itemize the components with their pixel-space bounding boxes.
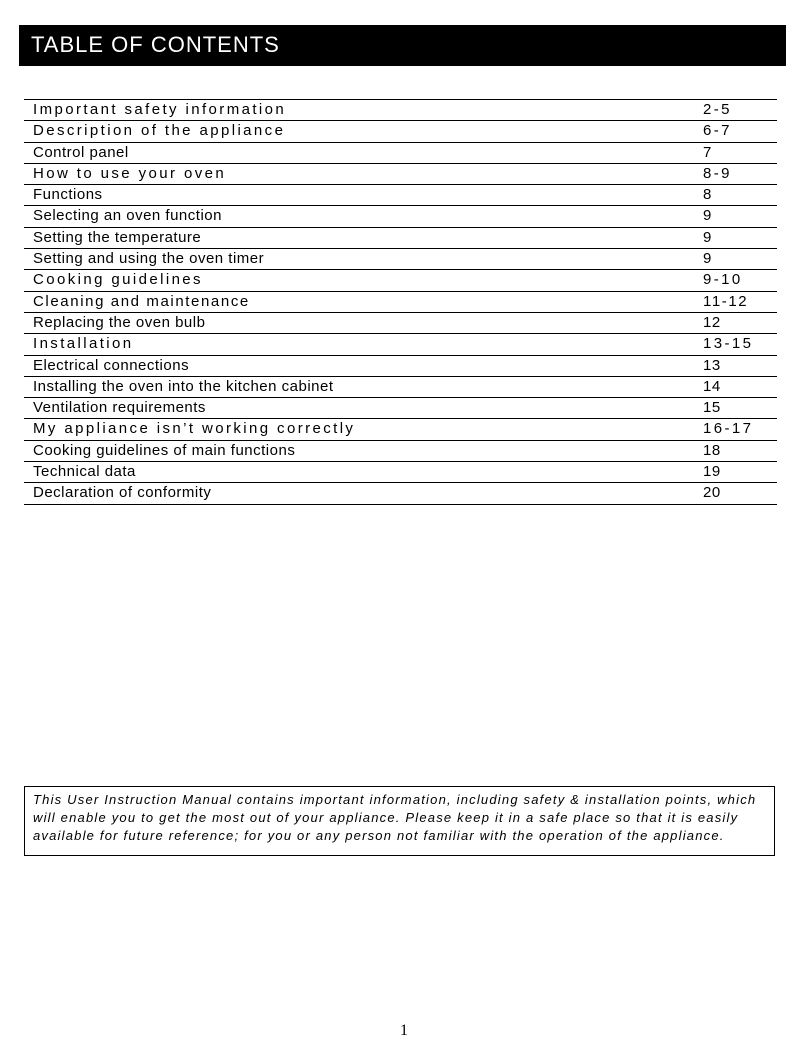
toc-entry-page: 13 — [703, 356, 721, 374]
toc-entry-page: 6-7 — [703, 122, 732, 140]
toc-entry-page: 9 — [703, 228, 712, 246]
page-number: 1 — [400, 1022, 408, 1039]
toc-entry-page: 20 — [703, 484, 721, 502]
toc-entry-title: Functions — [33, 186, 103, 204]
toc-row — [24, 441, 777, 462]
toc-entry-title: Selecting an oven function — [33, 207, 222, 225]
toc-entry-page: 11-12 — [703, 292, 749, 310]
toc-entry-title: Setting and using the oven timer — [33, 250, 265, 268]
toc-entry-title: Ventilation requirements — [33, 399, 206, 417]
toc-entry-title: Cooking guidelines — [33, 271, 203, 289]
header-bar — [19, 25, 786, 66]
toc-entry-page: 13-15 — [703, 335, 754, 353]
toc-row — [24, 185, 777, 206]
toc-entry-title: Cleaning and maintenance — [33, 292, 250, 310]
toc-row — [24, 377, 777, 398]
toc-entry-page: 16-17 — [703, 420, 754, 438]
toc-entry-title: Control panel — [33, 143, 129, 161]
toc-entry-title: Installation — [33, 335, 134, 353]
toc-row — [24, 270, 777, 291]
toc-entry-page: 9 — [703, 250, 712, 268]
toc-entry-page: 9 — [703, 207, 712, 225]
toc-row — [24, 334, 777, 355]
toc-entry-page: 12 — [703, 313, 721, 331]
toc-entry-page: 19 — [703, 463, 721, 481]
toc-row — [24, 419, 777, 440]
toc-row — [24, 100, 777, 121]
toc-row — [24, 249, 777, 270]
toc-row — [24, 483, 777, 504]
toc-row — [24, 356, 777, 377]
toc-entry-title: Installing the oven into the kitchen cabinet — [33, 377, 334, 395]
toc-entry-title: Replacing the oven bulb — [33, 313, 206, 331]
toc-entry-title: Setting the temperature — [33, 228, 202, 246]
toc-row — [24, 313, 777, 334]
toc-row — [24, 164, 777, 185]
toc-entry-page: 7 — [703, 143, 712, 161]
toc-entry-title: My appliance isn’t working correctly — [33, 420, 356, 438]
table-of-contents — [24, 99, 777, 505]
toc-entry-title: How to use your oven — [33, 164, 227, 182]
toc-entry-title: Important safety information — [33, 101, 287, 118]
toc-entry-page: 15 — [703, 399, 721, 417]
toc-entry-page: 2-5 — [703, 101, 732, 118]
toc-row — [24, 143, 777, 164]
toc-entry-title: Declaration of conformity — [33, 484, 212, 502]
toc-entry-title: Description of the appliance — [33, 122, 286, 140]
toc-row — [24, 228, 777, 249]
toc-row — [24, 121, 777, 142]
manual-notice: This User Instruction Manual contains important information, including safety & installation points, which will enable you to get the most out of your appliance. Please keep it in a safe place so that it is easily available for future reference; for you or any person not familiar with the operation of the appliance. — [24, 786, 775, 856]
toc-entry-title: Technical data — [33, 463, 136, 481]
page-title: TABLE OF CONTENTS — [31, 32, 280, 57]
toc-row — [24, 462, 777, 483]
toc-entry-page: 14 — [703, 377, 721, 395]
toc-entry-page: 9-10 — [703, 271, 743, 289]
toc-entry-page: 8 — [703, 186, 712, 204]
toc-entry-page: 8-9 — [703, 164, 732, 182]
toc-entry-title: Cooking guidelines of main functions — [33, 441, 296, 459]
toc-entry-title: Electrical connections — [33, 356, 190, 374]
toc-row — [24, 292, 777, 313]
toc-row — [24, 398, 777, 419]
toc-row — [24, 206, 777, 227]
toc-entry-page: 18 — [703, 441, 721, 459]
